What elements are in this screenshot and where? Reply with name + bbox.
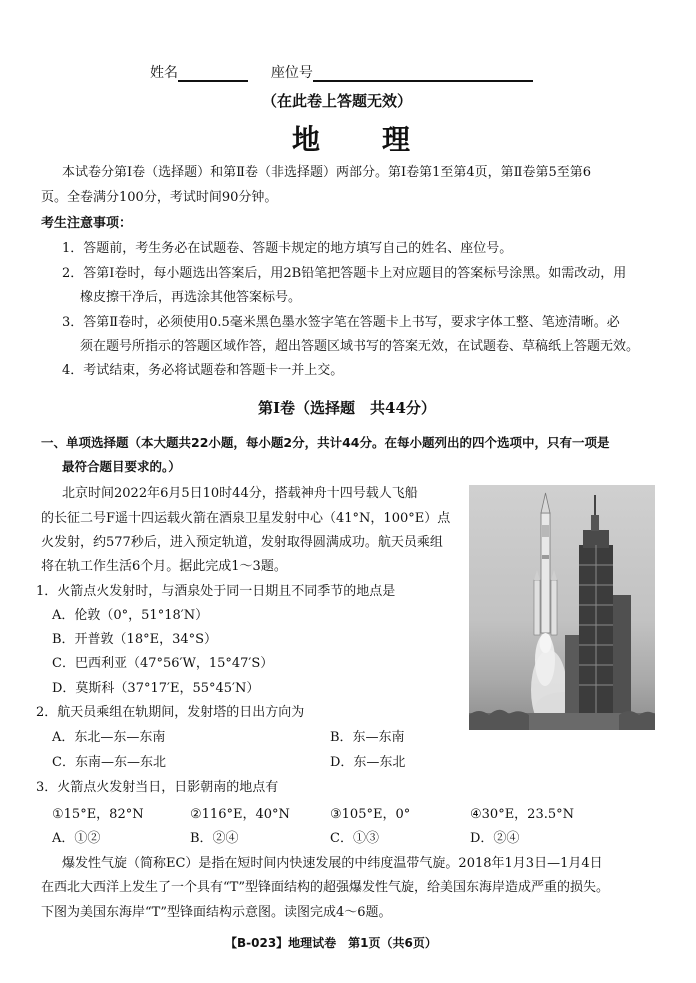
passage1-line-4: 将在轨工作生活6个月。据此完成1～3题。: [41, 559, 287, 574]
notice-item-3a: 3．答第Ⅱ卷时，必须使用0.5毫米黑色墨水签字笔在答题卡上书写，要求字体工整、笔迹清晰。必: [62, 315, 620, 330]
passage2-line-2: 在西北大西洋上发生了一个具有“T”型锋面结构的超强爆发性气旋，给美国东海岸造成严重的损失。: [41, 880, 609, 895]
q1-stem: 1．火箭点火发射时，与酒泉处于同一日期且不同季节的地点是: [36, 584, 396, 599]
name-blank: [178, 66, 248, 82]
notice-item-4: 4．考试结束，务必将试题卷和答题卡一并上交。: [62, 363, 344, 378]
notice-item-2a: 2．答第Ⅰ卷时，每小题选出答案后，用2B铅笔把答题卡上对应题目的答案标号涂黑。如需改动，用: [62, 266, 627, 281]
notice-item-1: 1．答题前，考生务必在试题卷、答题卡规定的地方填写自己的姓名、座位号。: [62, 241, 513, 256]
page-footer: 【B-023】地理试卷 第1页（共6页）: [225, 936, 437, 950]
q3-option-a: A．①②: [52, 831, 101, 846]
q3-option-d: D．②④: [470, 831, 520, 846]
rocket-launch-photo: [469, 485, 655, 730]
q2-option-b: B．东—东南: [330, 730, 405, 745]
notice-item-3b: 须在题号所指示的答题区域作答，超出答题区域书写的答案无效，在试题卷、草稿纸上答题无效。: [80, 339, 640, 354]
passage2-line-1: 爆发性气旋（简称EC）是指在短时间内快速发展的中纬度温带气旋。2018年1月3日—1月4日: [62, 856, 603, 871]
invalid-note: （在此卷上答题无效）: [262, 92, 413, 110]
q1-option-b: B．开普敦（18°E，34°S）: [52, 632, 218, 647]
q1-option-a: A．伦敦（0°，51°18′N）: [52, 608, 209, 623]
notice-heading: 考生注意事项：: [41, 216, 133, 231]
q2-option-c: C．东南—东—东北: [52, 755, 166, 770]
q2-stem: 2．航天员乘组在轨期间，发射塔的日出方向为: [36, 705, 305, 720]
seat-blank: [313, 66, 533, 82]
notice-item-2b: 橡皮擦干净后，再选涂其他答案标号。: [80, 290, 302, 305]
passage1-line-2: 的长征二号F遥十四运载火箭在酒泉卫星发射中心（41°N，100°E）点: [41, 511, 451, 526]
q3-site-1: ①15°E，82°N: [52, 807, 144, 822]
q2-option-a: A．东北—东—东南: [52, 730, 166, 745]
intro-line-1: 本试卷分第Ⅰ卷（选择题）和第Ⅱ卷（非选择题）两部分。第Ⅰ卷第1至第4页，第Ⅱ卷第5至第6: [62, 165, 592, 180]
name-field: [150, 64, 533, 82]
q1-option-d: D．莫斯科（37°17′E，55°45′N）: [52, 681, 260, 696]
q3-stem: 3．火箭点火发射当日，日影朝南的地点有: [36, 780, 279, 795]
name-label: 姓名: [150, 65, 178, 81]
q1-option-c: C．巴西利亚（47°56′W，15°47′S）: [52, 656, 274, 671]
passage1-line-3: 火发射，约577秒后，进入预定轨道，发射取得圆满成功。航天员乘组: [41, 535, 443, 550]
q3-option-b: B．②④: [190, 831, 239, 846]
q3-site-4: ④30°E，23.5°N: [470, 807, 575, 822]
section-instr-1: 一、单项选择题（本大题共22小题，每小题2分，共计44分。在每小题列出的四个选项中，只有一项是: [41, 435, 610, 450]
section-instr-2: 最符合题目要求的。）: [62, 459, 181, 474]
q3-option-c: C．①③: [330, 831, 379, 846]
section-title: 第Ⅰ卷（选择题 共44分）: [258, 399, 436, 417]
seat-label: 座位号: [270, 65, 313, 81]
intro-line-2: 页。全卷满分100分，考试时间90分钟。: [41, 190, 278, 205]
page-title: 地 理: [292, 123, 413, 156]
q2-option-d: D．东—东北: [330, 755, 406, 770]
q3-site-2: ②116°E，40°N: [190, 807, 290, 822]
passage1-line-1: 北京时间2022年6月5日10时44分，搭载神舟十四号载人飞船: [62, 486, 418, 501]
q3-site-3: ③105°E，0°: [330, 807, 411, 822]
passage2-line-3: 下图为美国东海岸“T”型锋面结构示意图。读图完成4～6题。: [41, 905, 392, 920]
